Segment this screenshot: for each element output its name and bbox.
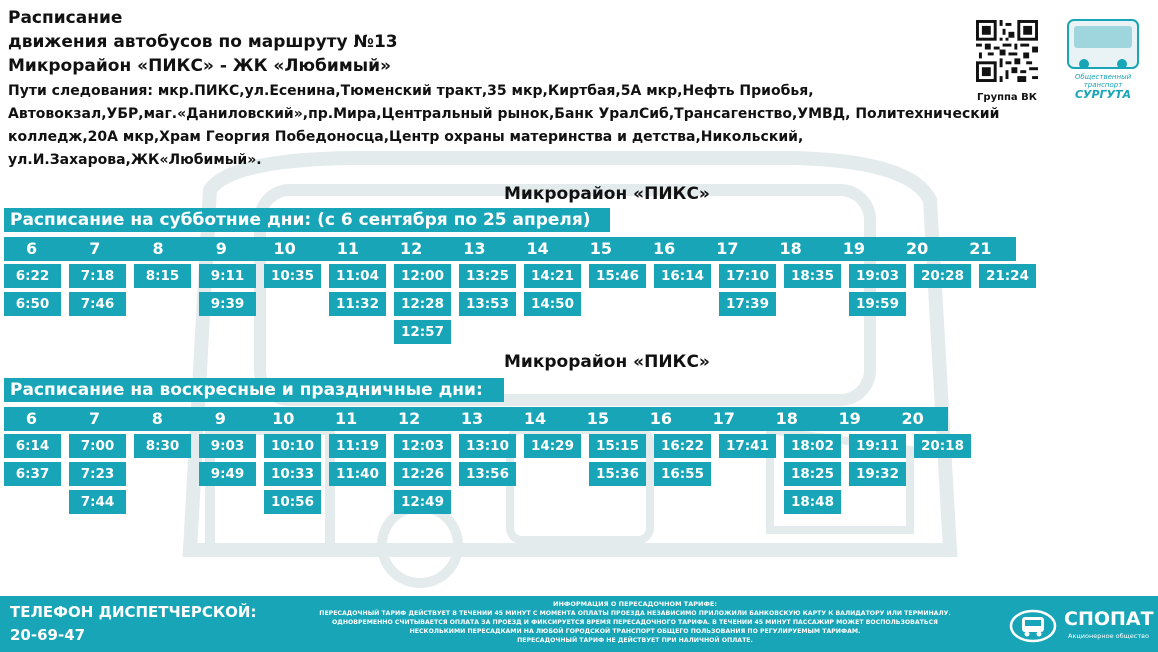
hour-header: 18 bbox=[775, 409, 798, 428]
hour-header: 21 bbox=[969, 239, 992, 258]
hour-column bbox=[589, 434, 646, 486]
hour-column bbox=[914, 264, 971, 288]
info-line: ОДНОВРЕМЕННО СЧИТЫВАЕТСЯ ОПЛАТА ЗА ПРОЕЗД И ФИКСИРУЕТСЯ ВРЕМЯ ПЕРЕСАДОЧНОГО ТАРИФА. В ТЕЧЕНИИ 45 МИНУТ ПАССАЖИР МОЖЕТ ВОСПОЛЬЗОВАТЬСЯ bbox=[332, 619, 938, 626]
departure-time: 21:24 bbox=[979, 264, 1036, 288]
hour-column bbox=[459, 434, 516, 486]
departure-time: 11:04 bbox=[329, 264, 386, 288]
hour-header: 7 bbox=[89, 239, 101, 258]
header bbox=[8, 6, 1058, 172]
hour-header: 19 bbox=[842, 239, 865, 258]
hour-header: 9 bbox=[214, 409, 226, 428]
hour-header: 16 bbox=[649, 409, 672, 428]
saturday-section-title: Микрорайон «ПИКС» bbox=[504, 184, 710, 204]
departure-time: 10:10 bbox=[264, 434, 321, 458]
departure-time: 6:14 bbox=[4, 434, 61, 458]
hour-column bbox=[264, 434, 321, 514]
info-line: ПЕРЕСАДОЧНЫЙ ТАРИФ ДЕЙСТВУЕТ В ТЕЧЕНИИ 45 МИНУТ С МОМЕНТА ОПЛАТЫ ПРОЕЗДА НЕЗАВИСИМО ПРИЛОЖИЛИ БАНКОВСКУЮ КАРТУ К ВАЛИДАТОРУ ИЛИ ТЕРМИНАЛУ. bbox=[319, 610, 951, 617]
departure-time: 9:11 bbox=[199, 264, 256, 288]
departure-time: 14:21 bbox=[524, 264, 581, 288]
departure-time: 8:30 bbox=[134, 434, 191, 458]
hour-header: 11 bbox=[336, 239, 359, 258]
hour-header: 10 bbox=[273, 239, 296, 258]
departure-time: 20:28 bbox=[914, 264, 971, 288]
hour-column bbox=[329, 434, 386, 486]
hour-column bbox=[199, 434, 256, 486]
departure-time: 15:36 bbox=[589, 462, 646, 486]
departure-time: 6:50 bbox=[4, 292, 61, 316]
sunday-hours-row bbox=[4, 407, 948, 431]
departure-time: 19:32 bbox=[849, 462, 906, 486]
hour-header: 8 bbox=[152, 239, 164, 258]
departure-time: 13:56 bbox=[459, 462, 516, 486]
departure-time: 19:03 bbox=[849, 264, 906, 288]
departure-time: 18:35 bbox=[784, 264, 841, 288]
departure-time: 11:32 bbox=[329, 292, 386, 316]
footer bbox=[0, 596, 1158, 652]
hour-header: 14 bbox=[526, 239, 549, 258]
departure-time: 6:22 bbox=[4, 264, 61, 288]
info-line: ПЕРЕСАДОЧНЫЙ ТАРИФ НЕ ДЕЙСТВУЕТ ПРИ НАЛИЧНОЙ ОПЛАТЕ. bbox=[517, 637, 753, 644]
brand-line-2: транспорт bbox=[1083, 81, 1123, 89]
hour-column bbox=[459, 264, 516, 316]
departure-time: 13:25 bbox=[459, 264, 516, 288]
departure-time: 7:00 bbox=[69, 434, 126, 458]
hour-column bbox=[914, 434, 971, 458]
departure-time: 6:37 bbox=[4, 462, 61, 486]
departure-time: 18:48 bbox=[784, 490, 841, 514]
hour-column bbox=[719, 264, 776, 316]
hour-column bbox=[69, 434, 126, 514]
hour-column bbox=[134, 264, 191, 288]
hour-column bbox=[524, 264, 581, 316]
company-subtitle: Акционерное общество bbox=[1068, 632, 1149, 640]
hour-header: 16 bbox=[652, 239, 676, 258]
hour-header: 19 bbox=[838, 409, 861, 428]
departure-time: 9:49 bbox=[199, 462, 256, 486]
departure-time: 13:10 bbox=[459, 434, 516, 458]
bus-logo-icon bbox=[1062, 18, 1144, 102]
departure-time: 12:49 bbox=[394, 490, 451, 514]
brand-line-3: СУРГУТА bbox=[1074, 88, 1132, 101]
hour-header: 9 bbox=[215, 239, 227, 258]
qr-block[interactable] bbox=[972, 20, 1042, 103]
hour-column bbox=[524, 434, 581, 458]
hour-header: 11 bbox=[335, 409, 358, 428]
company-logo bbox=[1008, 606, 1154, 646]
departure-time: 16:22 bbox=[654, 434, 711, 458]
departure-time: 19:11 bbox=[849, 434, 906, 458]
departure-time: 11:40 bbox=[329, 462, 386, 486]
hour-column bbox=[394, 434, 451, 514]
hour-column bbox=[654, 264, 711, 288]
title-line-2: движения автобусов по маршруту №13 bbox=[8, 32, 398, 52]
qr-code-icon[interactable] bbox=[976, 20, 1038, 82]
departure-time: 19:59 bbox=[849, 292, 906, 316]
saturday-banner: Расписание на субботние дни: (с 6 сентября по 25 апреля) bbox=[4, 208, 610, 232]
departure-time: 7:18 bbox=[69, 264, 126, 288]
route-path: Пути следования: мкр.ПИКС,ул.Есенина,Тюменский тракт,35 мкр,Киртбая,5А мкр,Нефть Приобья, Автовокзал,УБР,маг.«Даниловский»,пр.Мира,Центральный рынок,Банк УралСиб,Трансагенство,УМВД, Политехнический колледж,20А мкр,Храм Георгия Победоносца,Центр охраны материнства и детства,Никольский, ул.И.Захарова,ЖК«Любимый». bbox=[8, 83, 1000, 168]
qr-caption: Группа ВК bbox=[977, 92, 1037, 103]
hour-column bbox=[719, 434, 776, 458]
hour-column bbox=[849, 434, 906, 486]
departure-time: 12:00 bbox=[394, 264, 451, 288]
departure-time: 7:46 bbox=[69, 292, 126, 316]
title-line-3: Микрорайон «ПИКС» - ЖК «Любимый» bbox=[8, 56, 391, 76]
hour-column bbox=[329, 264, 386, 316]
hour-header: 20 bbox=[905, 239, 929, 258]
hour-header: 12 bbox=[399, 239, 423, 258]
departure-time: 18:25 bbox=[784, 462, 841, 486]
sunday-banner: Расписание на воскресные и праздничные дни: bbox=[4, 378, 504, 402]
departure-time: 13:53 bbox=[459, 292, 516, 316]
hour-column bbox=[4, 264, 61, 316]
departure-time: 15:15 bbox=[589, 434, 646, 458]
departure-time: 7:44 bbox=[69, 490, 126, 514]
departure-time: 11:19 bbox=[329, 434, 386, 458]
hour-column bbox=[784, 264, 841, 288]
info-line: НЕСКОЛЬКИМИ ПЕРЕСАДКАМИ НА ЛЮБОЙ ГОРОДСКОЙ ТРАНСПОРТ ОБЩЕГО ПОЛЬЗОВАНИЯ ПО РЕГУЛИРУЕМЫМ ТАРИФАМ. bbox=[409, 628, 861, 635]
hour-header: 10 bbox=[272, 409, 295, 428]
departure-time: 17:39 bbox=[719, 292, 776, 316]
departure-time: 12:26 bbox=[394, 462, 451, 486]
hour-header: 20 bbox=[901, 409, 924, 428]
saturday-hours-row bbox=[4, 237, 1016, 261]
brand-line-1: Общественный bbox=[1074, 73, 1132, 81]
title-line-1: Расписание bbox=[8, 8, 123, 28]
departure-time: 10:56 bbox=[264, 490, 321, 514]
sunday-section-title: Микрорайон «ПИКС» bbox=[504, 352, 710, 372]
hour-header: 12 bbox=[397, 409, 421, 428]
hour-column bbox=[69, 264, 126, 316]
departure-time: 9:03 bbox=[199, 434, 256, 458]
hour-header: 17 bbox=[712, 409, 735, 428]
hour-column bbox=[589, 264, 646, 288]
company-name: СПОПАТ bbox=[1064, 608, 1154, 630]
hour-column bbox=[654, 434, 711, 486]
bus-emblem-icon bbox=[1008, 608, 1058, 644]
hour-header: 6 bbox=[25, 409, 38, 428]
departure-time: 14:29 bbox=[524, 434, 581, 458]
dispatcher-phone-number[interactable]: 20-69-47 bbox=[10, 626, 86, 644]
hour-header: 13 bbox=[460, 409, 484, 428]
hour-header: 13 bbox=[463, 239, 486, 258]
departure-time: 7:23 bbox=[69, 462, 126, 486]
departure-time: 10:33 bbox=[264, 462, 321, 486]
hour-header: 8 bbox=[151, 409, 163, 428]
departure-time: 17:10 bbox=[719, 264, 776, 288]
hour-column bbox=[979, 264, 1036, 288]
hour-header: 14 bbox=[523, 409, 547, 428]
departure-time: 16:55 bbox=[654, 462, 711, 486]
departure-time: 20:18 bbox=[914, 434, 971, 458]
hour-header: 6 bbox=[26, 239, 38, 258]
hour-column bbox=[394, 264, 451, 344]
departure-time: 10:35 bbox=[264, 264, 321, 288]
hour-column bbox=[134, 434, 191, 458]
departure-time: 15:46 bbox=[589, 264, 646, 288]
hour-column bbox=[264, 264, 321, 288]
transfer-tariff-info bbox=[282, 600, 988, 645]
hour-column bbox=[199, 264, 256, 316]
departure-time: 18:02 bbox=[784, 434, 841, 458]
hour-header: 15 bbox=[586, 409, 610, 428]
departure-time: 17:41 bbox=[719, 434, 776, 458]
hour-column bbox=[784, 434, 841, 514]
dispatcher-phone-label: ТЕЛЕФОН ДИСПЕТЧЕРСКОЙ: bbox=[10, 603, 257, 621]
hour-column bbox=[4, 434, 61, 486]
departure-time: 12:28 bbox=[394, 292, 451, 316]
hour-column bbox=[849, 264, 906, 316]
hour-header: 17 bbox=[716, 239, 739, 258]
departure-time: 12:57 bbox=[394, 320, 451, 344]
hour-header: 7 bbox=[88, 409, 100, 428]
departure-time: 16:14 bbox=[654, 264, 711, 288]
info-title: ИНФОРМАЦИЯ О ПЕРЕСАДОЧНОМ ТАРИФЕ: bbox=[553, 600, 717, 608]
departure-time: 9:39 bbox=[199, 292, 256, 316]
departure-time: 14:50 bbox=[524, 292, 581, 316]
departure-time: 8:15 bbox=[134, 264, 191, 288]
hour-header: 15 bbox=[589, 239, 612, 258]
hour-header: 18 bbox=[779, 239, 802, 258]
departure-time: 12:03 bbox=[394, 434, 451, 458]
